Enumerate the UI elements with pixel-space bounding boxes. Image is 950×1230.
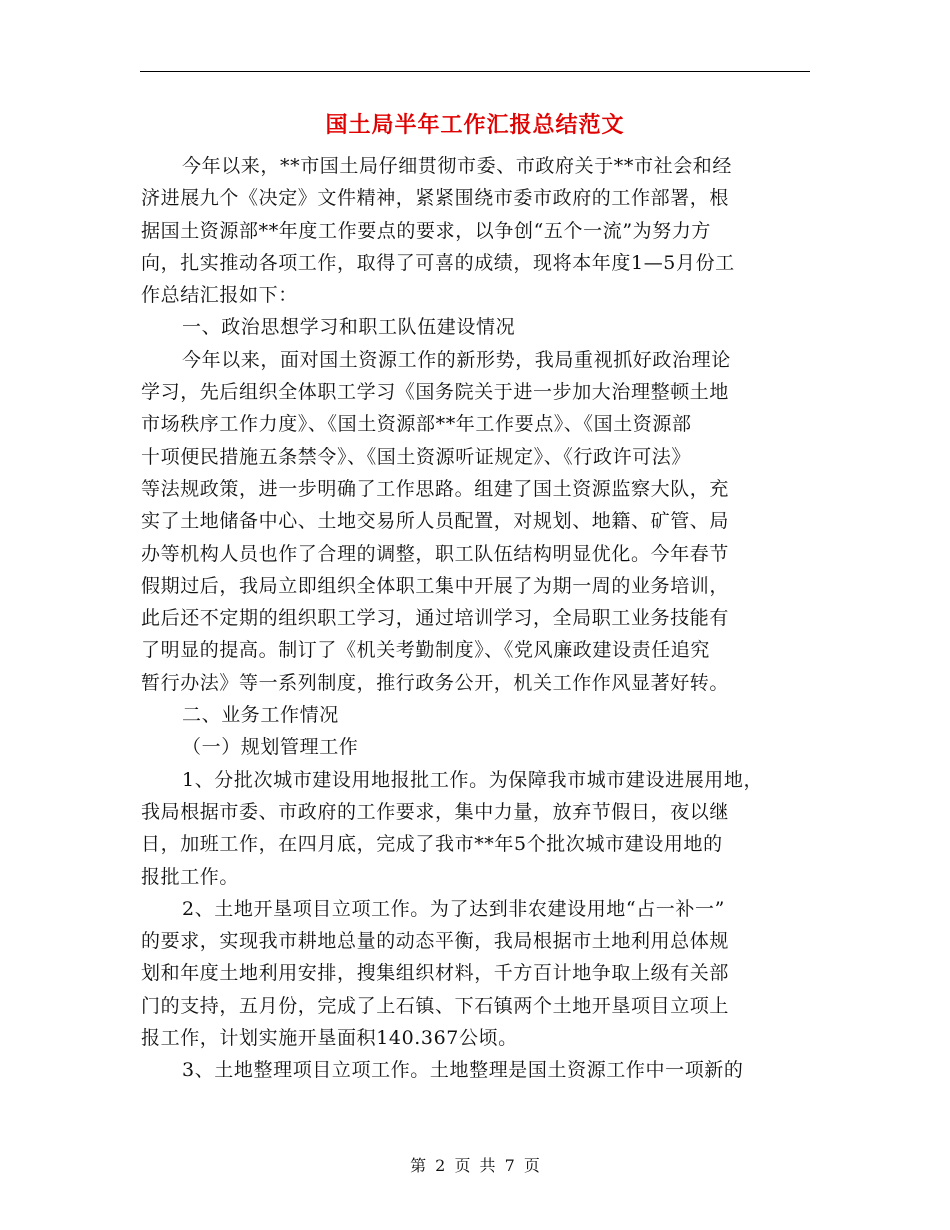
text-line: 二、业务工作情况 [182,704,339,727]
document-body [141,150,821,1087]
text-line: 门的支持，五月份，完成了上石镇、下石镇两个土地开垦项目立项上 [141,994,730,1017]
text-line: 济进展九个《决定》文件精神，紧紧围绕市委市政府的工作部署，根 [141,187,730,210]
header-rule [140,71,810,72]
text-line: 的要求，实现我市耕地总量的动态平衡，我局根据市土地利用总体规 [141,930,730,953]
page-number: 第 2 页 共 7 页 [410,1156,540,1175]
text-line: 今年以来，**市国土局仔细贯彻市委、市政府关于**市社会和经 [182,155,733,177]
text-line: 等法规政策，进一步明确了工作思路。组建了国土资源监察大队，充 [141,477,730,500]
text-line: （一）规划管理工作 [182,736,359,759]
text-line: 我局根据市委、市政府的工作要求，集中力量，放弃节假日，夜以继 [141,800,730,823]
text-line: 十项便民措施五条禁令》、《国土资源听证规定》、《行政许可法》 [141,445,692,468]
text-line: 划和年度土地利用安排，搜集组织材料，千方百计地争取上级有关部 [141,962,730,985]
text-line: 向，扎实推动各项工作，取得了可喜的成绩，现将本年度1—5月份工 [141,251,735,274]
text-line: 报批工作。 [141,865,240,888]
text-line: 一、政治思想学习和职工队伍建设情况 [182,316,516,339]
text-line: 市场秩序工作力度》、《国土资源部**年工作要点》、《国土资源部 [141,413,692,436]
text-line: 学习，先后组织全体职工学习《国务院关于进一步加大治理整顿土地 [141,381,730,404]
document-title: 国土局半年工作汇报总结范文 [325,112,625,138]
text-line: 作总结汇报如下： [141,284,298,307]
text-line: 据国土资源部**年度工作要点的要求，以争创“五个一流”为努力方 [141,219,712,242]
text-line: 暂行办法》等一系列制度，推行政务公开，机关工作作风显著好转。 [141,671,730,694]
text-line: 报工作，计划实施开垦面积140.367公顷。 [141,1027,518,1050]
text-line: 了明显的提高。制订了《机关考勤制度》、《党风廉政建设责任追究 [141,639,711,662]
text-line: 3、土地整理项目立项工作。土地整理是国土资源工作中一项新的 [182,1059,744,1082]
text-line: 办等机构人员也作了合理的调整，职工队伍结构明显优化。今年春节 [141,542,730,565]
text-line: 日，加班工作，在四月底，完成了我市**年5个批次城市建设用地的 [141,833,723,856]
text-line: 今年以来，面对国土资源工作的新形势，我局重视抓好政治理论 [182,348,731,371]
text-line: 2、土地开垦项目立项工作。为了达到非农建设用地“占一补一” [182,897,725,920]
text-line: 假期过后，我局立即组织全体职工集中开展了为期一周的业务培训， [141,574,730,597]
text-line: 1、分批次城市建设用地报批工作。为保障我市城市建设进展用地， [182,768,764,791]
text-line: 实了土地储备中心、土地交易所人员配置，对规划、地籍、矿管、局 [141,510,730,533]
text-line: 此后还不定期的组织职工学习，通过培训学习，全局职工业务技能有 [141,607,730,630]
